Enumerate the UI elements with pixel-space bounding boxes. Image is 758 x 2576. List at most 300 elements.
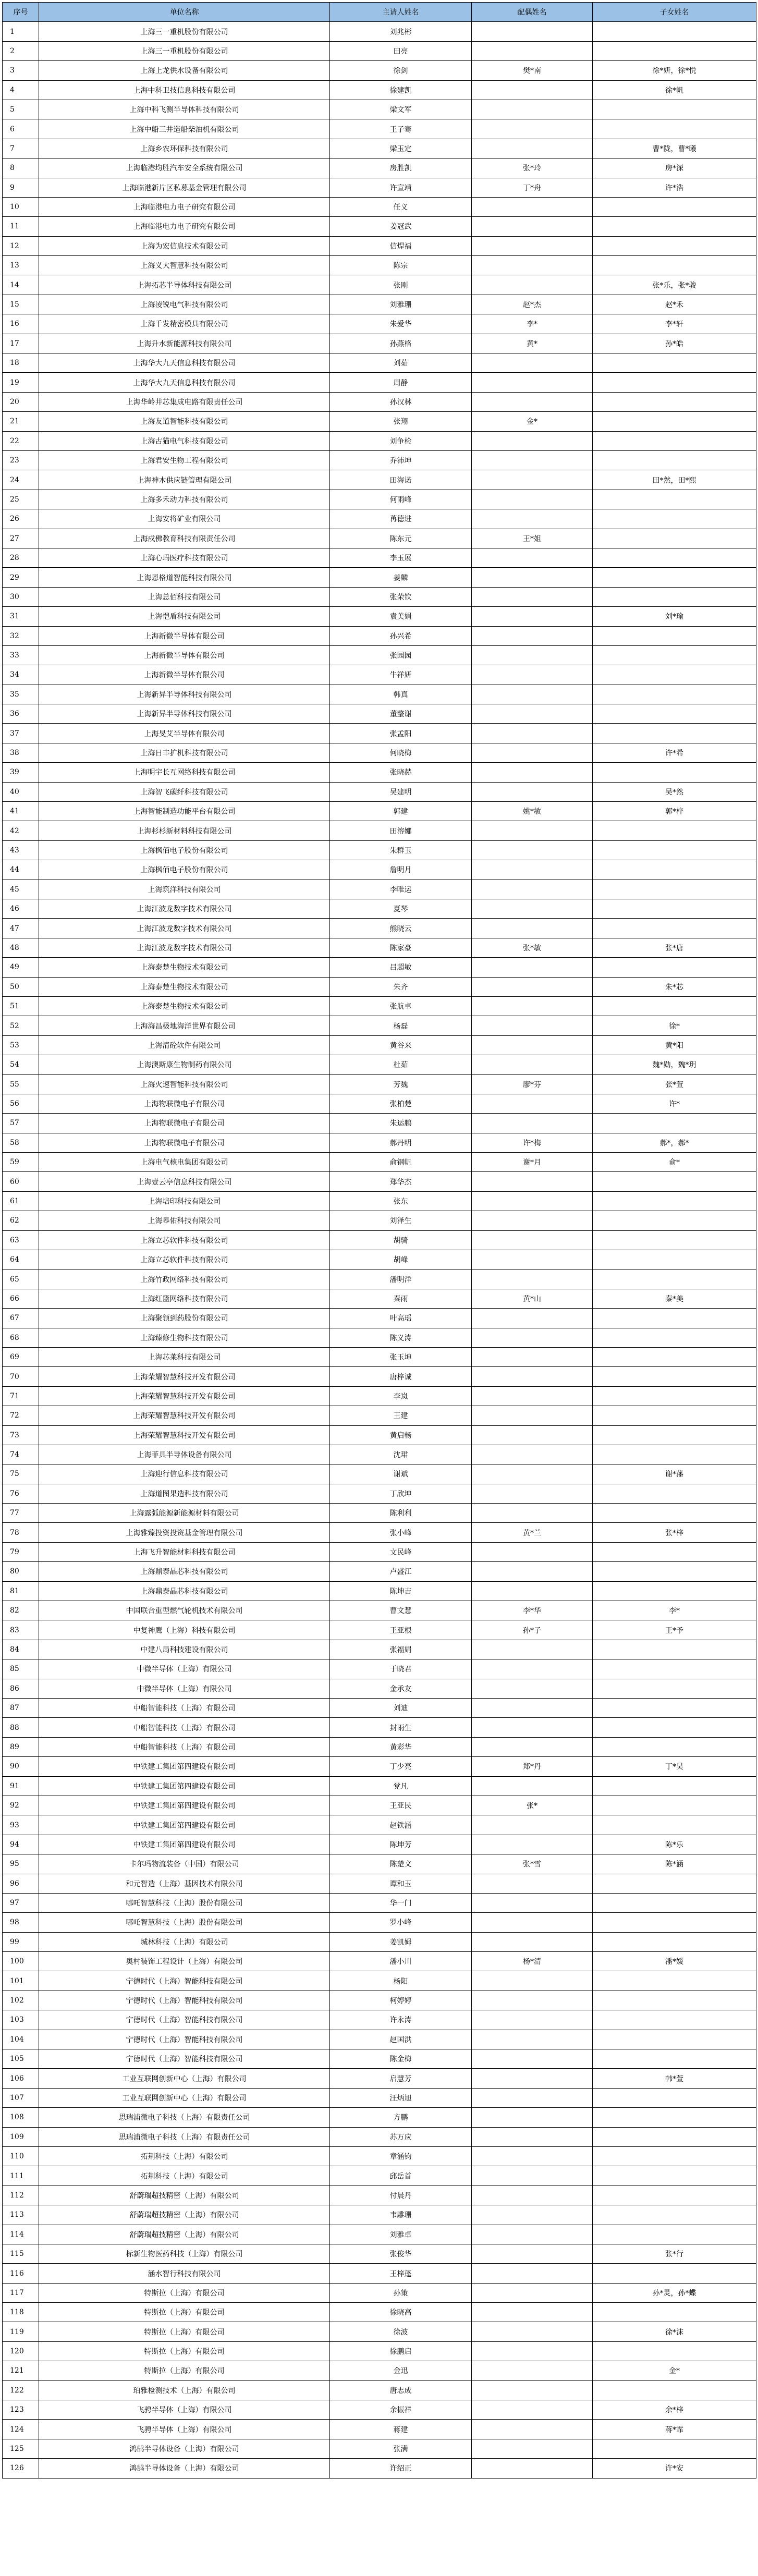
row-children (593, 236, 756, 255)
row-main-applicant: 芳魏 (330, 1075, 472, 1094)
table-row (3, 2146, 756, 2166)
row-seq: 20 (3, 392, 39, 411)
row-seq: 30 (3, 587, 39, 606)
row-unit-name: 珀雅检测技术（上海）有限公司 (39, 2380, 330, 2400)
row-unit-name: 宁德时代（上海）智能科技有限公司 (39, 2049, 330, 2069)
table-row (3, 431, 756, 450)
table-row (3, 1406, 756, 1425)
row-main-applicant: 杨磊 (330, 1016, 472, 1035)
row-children (593, 1484, 756, 1503)
table-row (3, 353, 756, 373)
table-row (3, 1153, 756, 1172)
table-row (3, 2361, 756, 2380)
row-unit-name: 上海君安生物工程有限公司 (39, 450, 330, 470)
row-unit-name: 中铁建工集团第四建设有限公司 (39, 1815, 330, 1835)
row-children (593, 2049, 756, 2069)
row-unit-name: 上海新微半导体有限公司 (39, 626, 330, 645)
row-unit-name: 中铁建工集团第四建设有限公司 (39, 1835, 330, 1854)
row-seq: 117 (3, 2283, 39, 2302)
row-unit-name: 城林科技（上海）有限公司 (39, 1932, 330, 1951)
row-spouse (472, 1211, 593, 1230)
row-children: 许*希 (593, 743, 756, 762)
row-spouse (472, 2420, 593, 2439)
row-main-applicant: 郝丹明 (330, 1133, 472, 1152)
row-unit-name: 思瑞浦微电子科技（上海）有限责任公司 (39, 2108, 330, 2127)
row-unit-name: 上海聚领到药股份有限公司 (39, 1309, 330, 1328)
row-unit-name: 舒蔚瑞超技精密（上海）有限公司 (39, 2186, 330, 2205)
row-unit-name: 哪吒智慧科技（上海）股份有限公司 (39, 1893, 330, 1912)
row-spouse: 李* (472, 314, 593, 334)
row-main-applicant: 朱运鹏 (330, 1114, 472, 1133)
table-row (3, 490, 756, 509)
row-main-applicant: 张东 (330, 1191, 472, 1211)
table-row (3, 1932, 756, 1951)
row-main-applicant: 陈坤芳 (330, 1835, 472, 1854)
table-row (3, 802, 756, 821)
table-row (3, 2459, 756, 2478)
table-row (3, 1464, 756, 1484)
row-unit-name: 上海上龙供水设备有限公司 (39, 61, 330, 80)
row-spouse (472, 1367, 593, 1386)
row-unit-name: 中铁建工集团第四建设有限公司 (39, 1757, 330, 1776)
row-main-applicant: 姜冠武 (330, 217, 472, 236)
row-children (593, 1425, 756, 1445)
table-row (3, 119, 756, 139)
row-spouse (472, 1542, 593, 1561)
table-row (3, 2420, 756, 2439)
row-main-applicant: 张园园 (330, 645, 472, 665)
table-row (3, 763, 756, 782)
row-unit-name: 上海临港电力电子研究有限公司 (39, 197, 330, 216)
table-row (3, 977, 756, 996)
row-children (593, 2108, 756, 2127)
row-main-applicant: 章涵钧 (330, 2146, 472, 2166)
row-children (593, 1796, 756, 1815)
row-unit-name: 中建八局科技建设有限公司 (39, 1640, 330, 1659)
table-row (3, 919, 756, 938)
table-row (3, 412, 756, 431)
row-main-applicant: 于晓君 (330, 1659, 472, 1679)
row-unit-name: 特斯拉（上海）有限公司 (39, 2322, 330, 2341)
table-row (3, 665, 756, 685)
row-children (593, 2341, 756, 2361)
row-spouse (472, 2127, 593, 2146)
row-unit-name: 涵水智行科技有限公司 (39, 2264, 330, 2283)
row-unit-name: 上海戍佛教育科技有限责任公司 (39, 529, 330, 548)
row-main-applicant: 郭建 (330, 802, 472, 821)
row-seq: 18 (3, 353, 39, 373)
row-main-applicant: 张满 (330, 2439, 472, 2458)
row-main-applicant: 王亚民 (330, 1796, 472, 1815)
row-spouse: 赵*杰 (472, 295, 593, 314)
table-row (3, 860, 756, 880)
row-children: 张*行 (593, 2244, 756, 2263)
row-main-applicant: 王梓蓬 (330, 2264, 472, 2283)
row-seq: 47 (3, 919, 39, 938)
row-children (593, 1776, 756, 1796)
row-main-applicant: 潘小川 (330, 1952, 472, 1971)
table-row (3, 1504, 756, 1523)
row-main-applicant: 张航卓 (330, 996, 472, 1016)
row-unit-name: 上海心玛医疗科技有限公司 (39, 548, 330, 567)
row-children (593, 2205, 756, 2225)
row-unit-name: 和元智造（上海）基因技术有限公司 (39, 1874, 330, 1893)
row-seq: 55 (3, 1075, 39, 1094)
row-main-applicant: 刘雅珊 (330, 295, 472, 314)
table-row (3, 1835, 756, 1854)
table-row (3, 275, 756, 295)
row-unit-name: 中复神鹰（上海）科技有限公司 (39, 1620, 330, 1640)
row-unit-name: 飞骋半导体（上海）有限公司 (39, 2420, 330, 2439)
table-row (3, 1991, 756, 2010)
row-main-applicant: 张福娟 (330, 1640, 472, 1659)
row-seq: 9 (3, 178, 39, 197)
row-main-applicant: 徐建凯 (330, 80, 472, 100)
table-row (3, 373, 756, 392)
row-children (593, 1991, 756, 2010)
table-row (3, 1815, 756, 1835)
row-seq: 100 (3, 1952, 39, 1971)
row-children: 赵*禾 (593, 295, 756, 314)
row-spouse (472, 2400, 593, 2420)
row-unit-name: 上海明宇长互网络科技有限公司 (39, 763, 330, 782)
header-spouse: 配偶姓名 (472, 3, 593, 22)
row-seq: 11 (3, 217, 39, 236)
row-spouse (472, 1640, 593, 1659)
row-unit-name: 上海露弧能源新能源材料有限公司 (39, 1504, 330, 1523)
row-spouse (472, 1250, 593, 1269)
row-spouse (472, 1269, 593, 1289)
row-children (593, 1114, 756, 1133)
row-seq: 110 (3, 2146, 39, 2166)
table-row (3, 2264, 756, 2283)
row-unit-name: 上海枫佰电子股份有限公司 (39, 840, 330, 860)
row-unit-name: 拓荆科技（上海）有限公司 (39, 2166, 330, 2186)
row-main-applicant: 赵国洪 (330, 2030, 472, 2049)
row-seq: 95 (3, 1854, 39, 1874)
table-row (3, 1952, 756, 1971)
row-seq: 75 (3, 1464, 39, 1484)
table-row (3, 1055, 756, 1075)
row-spouse (472, 1679, 593, 1698)
row-seq: 92 (3, 1796, 39, 1815)
table-row (3, 217, 756, 236)
row-spouse: 李*华 (472, 1601, 593, 1620)
row-seq: 7 (3, 139, 39, 158)
row-seq: 108 (3, 2108, 39, 2127)
row-unit-name: 上海为宏信息技术有限公司 (39, 236, 330, 255)
row-children (593, 958, 756, 977)
row-children: 徐*帆 (593, 80, 756, 100)
row-main-applicant: 姜凯姆 (330, 1932, 472, 1951)
row-main-applicant: 刘迪 (330, 1698, 472, 1717)
row-children: 陈*乐 (593, 1835, 756, 1854)
row-children: 王*予 (593, 1620, 756, 1640)
table-row (3, 1893, 756, 1912)
table-row (3, 1874, 756, 1893)
table-row (3, 197, 756, 216)
row-main-applicant: 陈利利 (330, 1504, 472, 1523)
row-main-applicant: 丁少亮 (330, 1757, 472, 1776)
row-spouse: 张* (472, 1796, 593, 1815)
row-unit-name: 上海鼎泰晶芯科技有限公司 (39, 1562, 330, 1581)
row-spouse (472, 2264, 593, 2283)
row-unit-name: 上海江波龙数字技术有限公司 (39, 938, 330, 957)
row-seq: 17 (3, 334, 39, 353)
row-seq: 56 (3, 1094, 39, 1113)
row-unit-name: 中船智能科技（上海）有限公司 (39, 1718, 330, 1737)
row-unit-name: 飞骋半导体（上海）有限公司 (39, 2400, 330, 2420)
row-unit-name: 上海新微半导体有限公司 (39, 665, 330, 685)
row-unit-name: 上海清砼软件有限公司 (39, 1035, 330, 1055)
row-spouse (472, 1055, 593, 1075)
row-seq: 87 (3, 1698, 39, 1717)
row-main-applicant: 徐剑 (330, 61, 472, 80)
row-children: 秦*美 (593, 1289, 756, 1308)
row-main-applicant: 方鹏 (330, 2108, 472, 2127)
row-seq: 52 (3, 1016, 39, 1035)
table-row (3, 996, 756, 1016)
row-spouse (472, 100, 593, 119)
table-row (3, 1484, 756, 1503)
row-spouse (472, 2361, 593, 2380)
row-main-applicant: 郑华杰 (330, 1172, 472, 1191)
row-unit-name: 上海中科飞测半导体科技有限公司 (39, 100, 330, 119)
row-seq: 63 (3, 1230, 39, 1250)
row-seq: 91 (3, 1776, 39, 1796)
row-main-applicant: 张孟阳 (330, 724, 472, 743)
table-row (3, 1971, 756, 1991)
row-spouse (472, 626, 593, 645)
table-row (3, 2030, 756, 2049)
row-children: 许*安 (593, 2459, 756, 2478)
row-children (593, 2127, 756, 2146)
row-unit-name: 中铁建工集团第四建设有限公司 (39, 1796, 330, 1815)
table-row (3, 568, 756, 587)
table-row (3, 1445, 756, 1464)
row-main-applicant: 黄谷来 (330, 1035, 472, 1055)
row-seq: 115 (3, 2244, 39, 2263)
row-spouse: 黄* (472, 334, 593, 353)
table-row (3, 529, 756, 548)
row-main-applicant: 卢盛江 (330, 1562, 472, 1581)
row-unit-name: 上海红篮网络科技有限公司 (39, 1289, 330, 1308)
row-seq: 102 (3, 1991, 39, 2010)
row-unit-name: 中船智能科技（上海）有限公司 (39, 1737, 330, 1756)
table-row (3, 1230, 756, 1250)
row-main-applicant: 黄启畅 (330, 1425, 472, 1445)
row-spouse (472, 665, 593, 685)
row-spouse (472, 821, 593, 840)
row-unit-name: 上海华大九天信息科技有限公司 (39, 353, 330, 373)
header-seq: 序号 (3, 3, 39, 22)
row-main-applicant: 陈楚文 (330, 1854, 472, 1874)
table-row (3, 22, 756, 41)
row-unit-name: 上海荣耀智慧科技开发有限公司 (39, 1406, 330, 1425)
row-spouse (472, 2010, 593, 2030)
row-main-applicant: 许绍正 (330, 2459, 472, 2478)
row-spouse (472, 763, 593, 782)
row-unit-name: 上海千发精密模具有限公司 (39, 314, 330, 334)
table-row (3, 880, 756, 899)
row-seq: 98 (3, 1913, 39, 1932)
table-row (3, 1679, 756, 1698)
row-unit-name: 上海新异半导体科技有限公司 (39, 685, 330, 704)
row-main-applicant: 王子骞 (330, 119, 472, 139)
table-row (3, 1796, 756, 1815)
talent-list-table (2, 2, 756, 2479)
table-row (3, 2205, 756, 2225)
row-children (593, 1250, 756, 1269)
row-spouse (472, 275, 593, 295)
row-spouse (472, 119, 593, 139)
row-spouse: 张*玲 (472, 158, 593, 178)
row-unit-name: 上海电气核电集团有限公司 (39, 1153, 330, 1172)
row-unit-name: 上海江波龙数字技术有限公司 (39, 919, 330, 938)
row-children (593, 626, 756, 645)
row-seq: 107 (3, 2088, 39, 2107)
row-spouse (472, 1698, 593, 1717)
row-main-applicant: 乔沛坤 (330, 450, 472, 470)
row-children: 田*然，田*熙 (593, 470, 756, 490)
row-unit-name: 卡尔玛物流装备（中国）有限公司 (39, 1854, 330, 1874)
row-main-applicant: 孙兴希 (330, 626, 472, 645)
row-children (593, 1269, 756, 1289)
row-unit-name: 特斯拉（上海）有限公司 (39, 2303, 330, 2322)
table-row (3, 1016, 756, 1035)
row-unit-name: 上海日丰扩机科技有限公司 (39, 743, 330, 762)
row-seq: 29 (3, 568, 39, 587)
row-main-applicant: 李岚 (330, 1386, 472, 1406)
table-row (3, 2225, 756, 2244)
row-unit-name: 鸿鹄半导体设备（上海）有限公司 (39, 2459, 330, 2478)
row-children (593, 2186, 756, 2205)
table-row (3, 392, 756, 411)
table-row (3, 840, 756, 860)
row-seq: 111 (3, 2166, 39, 2186)
row-spouse (472, 1094, 593, 1113)
row-spouse (472, 197, 593, 216)
row-unit-name: 上海立芯软件科技有限公司 (39, 1230, 330, 1250)
row-children: 蒋*霏 (593, 2420, 756, 2439)
row-main-applicant: 田海诺 (330, 470, 472, 490)
row-main-applicant: 刘茹 (330, 353, 472, 373)
row-unit-name: 标新生物医药科技（上海）有限公司 (39, 2244, 330, 2263)
table-row (3, 1269, 756, 1289)
table-row (3, 1250, 756, 1269)
row-main-applicant: 曹文慧 (330, 1601, 472, 1620)
table-row (3, 334, 756, 353)
table-row (3, 1367, 756, 1386)
row-seq: 33 (3, 645, 39, 665)
row-children (593, 1230, 756, 1250)
row-seq: 77 (3, 1504, 39, 1523)
row-spouse (472, 958, 593, 977)
table-row (3, 958, 756, 977)
row-seq: 22 (3, 431, 39, 450)
row-main-applicant: 蒋建 (330, 2420, 472, 2439)
row-children (593, 1542, 756, 1561)
row-seq: 68 (3, 1328, 39, 1347)
row-spouse (472, 860, 593, 880)
row-children (593, 1679, 756, 1698)
row-children (593, 2439, 756, 2458)
row-children: 房*深 (593, 158, 756, 178)
row-children (593, 2010, 756, 2030)
row-spouse (472, 2459, 593, 2478)
row-unit-name: 上海物联微电子有限公司 (39, 1133, 330, 1152)
row-main-applicant: 张小峰 (330, 1523, 472, 1542)
row-children (593, 1932, 756, 1951)
row-children (593, 1347, 756, 1366)
table-row (3, 899, 756, 918)
row-unit-name: 上海海昌极地海洋世界有限公司 (39, 1016, 330, 1035)
row-seq: 4 (3, 80, 39, 100)
row-spouse: 廖*芬 (472, 1075, 593, 1094)
row-seq: 80 (3, 1562, 39, 1581)
row-unit-name: 特斯拉（上海）有限公司 (39, 2341, 330, 2361)
table-row (3, 743, 756, 762)
row-children: 郭*梓 (593, 802, 756, 821)
row-main-applicant: 李玉展 (330, 548, 472, 567)
row-main-applicant: 吕超敏 (330, 958, 472, 977)
row-seq: 94 (3, 1835, 39, 1854)
row-seq: 86 (3, 1679, 39, 1698)
row-seq: 96 (3, 1874, 39, 1893)
row-children (593, 431, 756, 450)
table-row (3, 1913, 756, 1932)
row-children (593, 217, 756, 236)
row-unit-name: 上海临港电力电子研究有限公司 (39, 217, 330, 236)
row-main-applicant: 许宣靖 (330, 178, 472, 197)
row-seq: 82 (3, 1601, 39, 1620)
row-children (593, 1309, 756, 1328)
row-children (593, 1893, 756, 1912)
row-seq: 66 (3, 1289, 39, 1308)
row-children (593, 1874, 756, 1893)
row-seq: 21 (3, 412, 39, 431)
row-unit-name: 上海友道智能科技有限公司 (39, 412, 330, 431)
row-main-applicant: 党凡 (330, 1776, 472, 1796)
row-main-applicant: 孙汉林 (330, 392, 472, 411)
row-spouse (472, 1484, 593, 1503)
row-children (593, 2264, 756, 2283)
row-children (593, 100, 756, 119)
table-row (3, 2069, 756, 2088)
row-seq: 49 (3, 958, 39, 977)
row-seq: 60 (3, 1172, 39, 1191)
row-children: 陈*涵 (593, 1854, 756, 1874)
row-unit-name: 特斯拉（上海）有限公司 (39, 2361, 330, 2380)
row-main-applicant: 胡骑 (330, 1230, 472, 1250)
table-row (3, 1094, 756, 1113)
row-spouse (472, 1562, 593, 1581)
row-spouse (472, 217, 593, 236)
row-children (593, 704, 756, 724)
row-children (593, 256, 756, 275)
row-seq: 106 (3, 2069, 39, 2088)
table-row (3, 2341, 756, 2361)
row-children (593, 587, 756, 606)
row-spouse (472, 139, 593, 158)
row-spouse (472, 1016, 593, 1035)
row-spouse (472, 899, 593, 918)
row-unit-name: 中微半导体（上海）有限公司 (39, 1659, 330, 1679)
row-seq: 93 (3, 1815, 39, 1835)
row-children: 张*唐 (593, 938, 756, 957)
row-unit-name: 宁德时代（上海）智能科技有限公司 (39, 2030, 330, 2049)
row-spouse (472, 80, 593, 100)
